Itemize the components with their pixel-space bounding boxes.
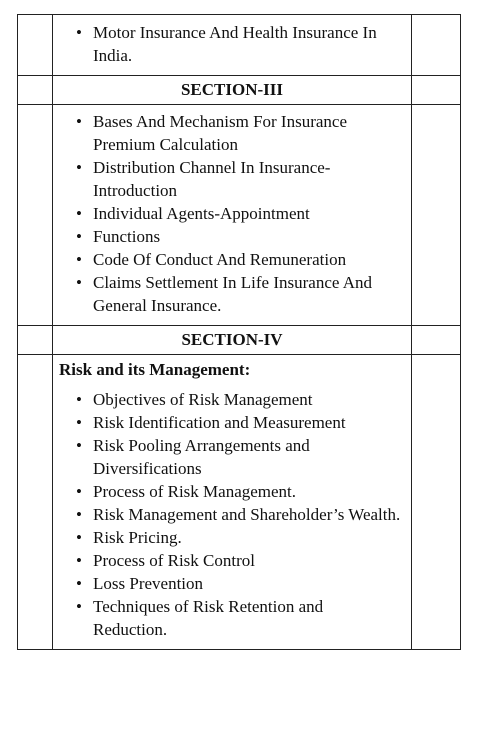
list-item: • Functions (93, 225, 411, 248)
left-cell (18, 76, 53, 105)
table-row (18, 76, 461, 105)
content-cell (53, 105, 412, 326)
left-cell (18, 355, 53, 650)
list-item: • Loss Prevention (93, 572, 411, 595)
list-item: • Techniques of Risk Retention and Reduction. (93, 595, 411, 641)
left-cell (18, 15, 53, 76)
list-item: • Process of Risk Control (93, 549, 411, 572)
right-cell (412, 15, 461, 76)
list-item: • Risk Pricing. (93, 526, 411, 549)
topic-list (53, 388, 411, 641)
list-item: • Risk Management and Shareholder’s Wealth. (93, 503, 411, 526)
right-cell (412, 76, 461, 105)
left-cell (18, 326, 53, 355)
topic-list (53, 21, 411, 67)
topic-list (53, 110, 411, 317)
left-cell (18, 105, 53, 326)
list-item: • Risk Pooling Arrangements and Diversifications (93, 434, 411, 480)
list-item: • Distribution Channel In Insurance- Introduction (93, 156, 411, 202)
list-item: • Code Of Conduct And Remuneration (93, 248, 411, 271)
table-row (18, 355, 461, 650)
list-item: • Risk Identification and Measurement (93, 411, 411, 434)
list-item: • Motor Insurance And Health Insurance In India. (93, 21, 411, 67)
table-row (18, 15, 461, 76)
list-item: • Bases And Mechanism For Insurance Premium Calculation (93, 110, 411, 156)
table-row (18, 326, 461, 355)
right-cell (412, 355, 461, 650)
content-cell (53, 355, 412, 650)
list-item: • Process of Risk Management. (93, 480, 411, 503)
section-heading: SECTION-III (53, 76, 412, 105)
syllabus-table (17, 14, 461, 650)
content-cell (53, 15, 412, 76)
list-item: • Claims Settlement In Life Insurance And General Insurance. (93, 271, 411, 317)
list-item: • Individual Agents-Appointment (93, 202, 411, 225)
list-item: • Objectives of Risk Management (93, 388, 411, 411)
table-row (18, 105, 461, 326)
right-cell (412, 326, 461, 355)
right-cell (412, 105, 461, 326)
section-heading: SECTION-IV (53, 326, 412, 355)
subsection-title: Risk and its Management: (59, 360, 251, 379)
